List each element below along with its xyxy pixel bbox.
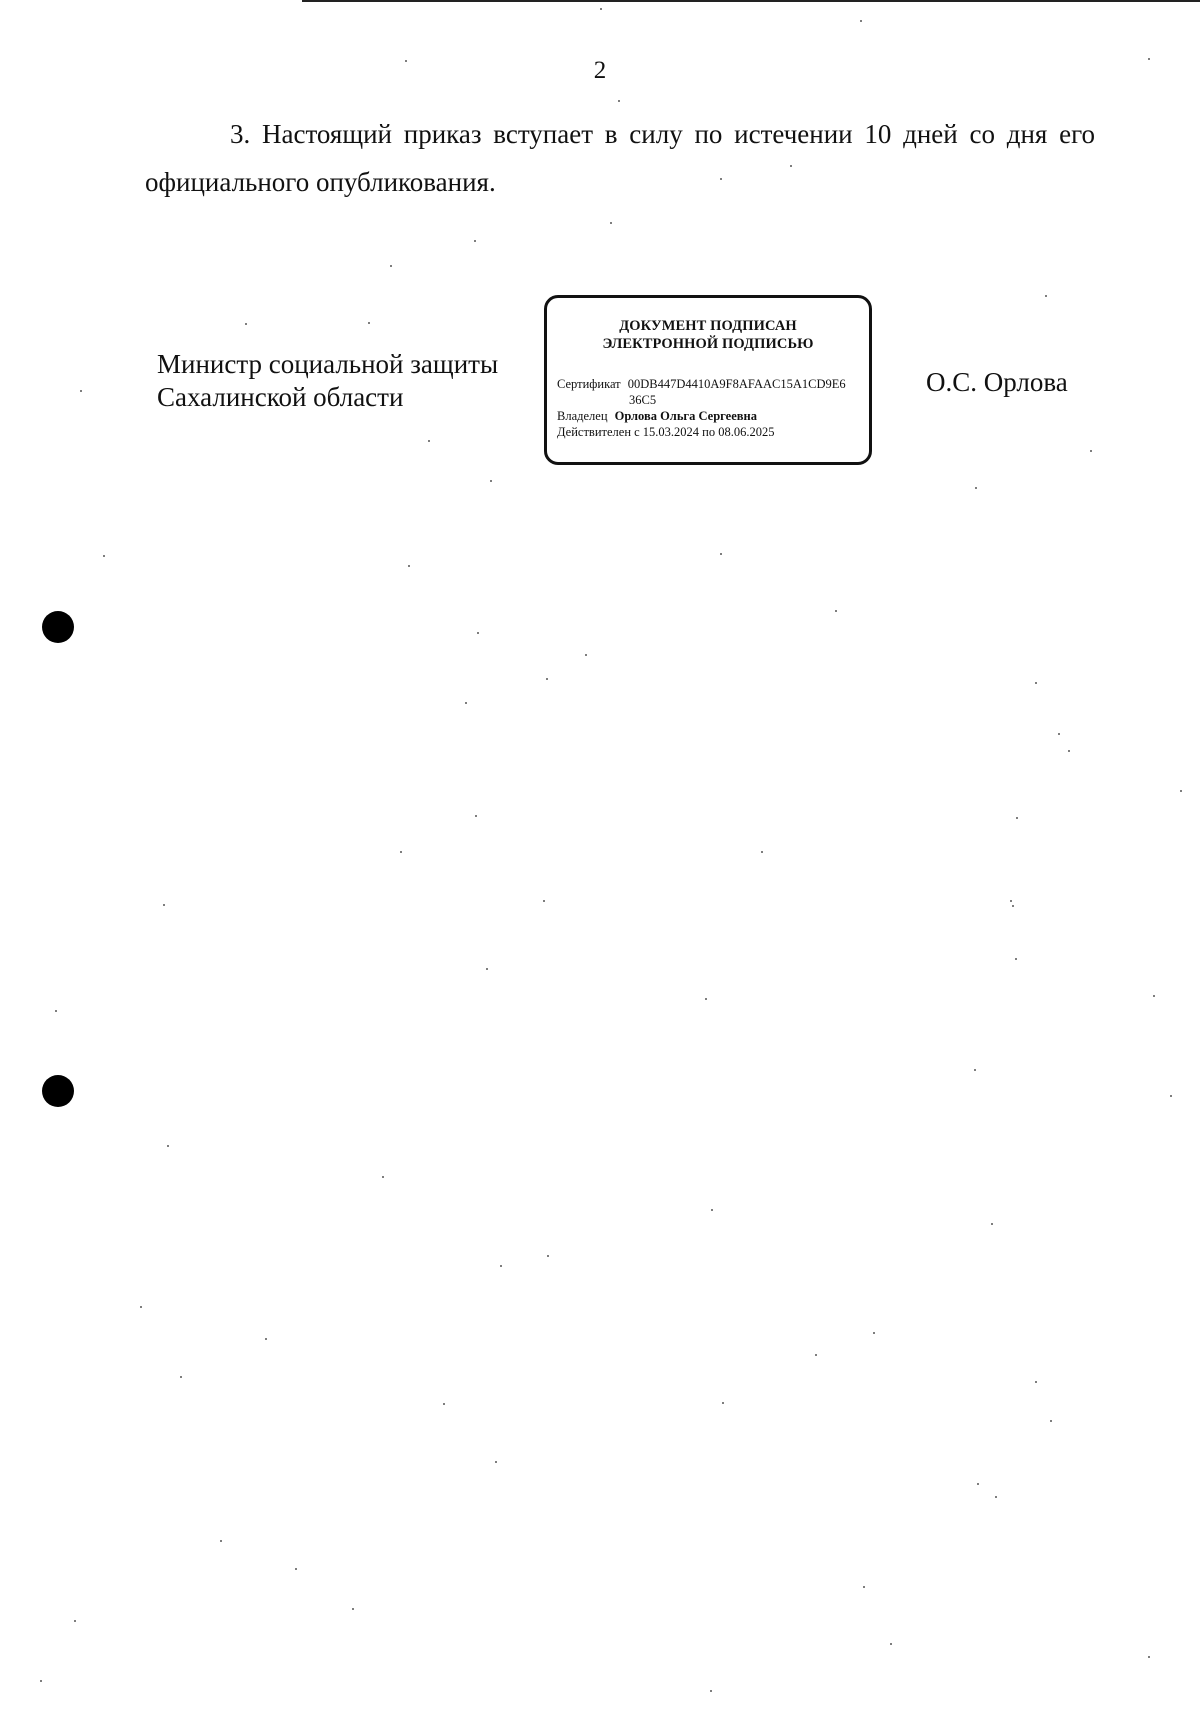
order-paragraph: 3. Настоящий приказ вступает в силу по истечении 10 дней со дня его официального опубликования. [145,119,1095,197]
scan-speck [546,678,548,680]
scan-speck [705,998,707,1000]
scan-speck [163,904,165,906]
owner-name: Орлова Ольга Сергеевна [614,409,757,423]
scan-speck [1068,750,1070,752]
owner-label: Владелец [557,409,608,423]
scan-speck [352,1608,354,1610]
scan-speck [815,1354,817,1356]
scan-speck [977,1483,979,1485]
scan-speck [1035,682,1037,684]
scan-speck [710,1690,712,1692]
certificate-row [557,376,863,392]
stamp-details [557,376,863,440]
scan-speck [995,1496,997,1498]
scan-speck [1010,900,1012,902]
scan-speck [1012,905,1014,907]
scan-speck [475,815,477,817]
scan-speck [474,240,476,242]
scan-speck [585,654,587,656]
scan-speck [761,851,763,853]
scan-speck [245,323,247,325]
scan-speck [140,1306,142,1308]
scan-speck [720,178,722,180]
scan-speck [1016,817,1018,819]
signer-position-line-1: Министр социальной защиты [157,349,499,379]
scan-speck [1148,58,1150,60]
scan-speck [873,1332,875,1334]
scan-speck [618,100,620,102]
scan-speck [495,1461,497,1463]
scan-speck [722,1402,724,1404]
owner-row [557,408,863,424]
scan-speck [390,265,392,267]
scan-speck [103,555,105,557]
certificate-number: 00DB447D4410A9F8AFAAC15A1CD9E6 [627,377,846,391]
scan-speck [975,487,977,489]
scan-speck [490,480,492,482]
scan-speck [1050,1420,1052,1422]
scan-speck [382,1176,384,1178]
scan-speck [974,1069,976,1071]
punch-hole [42,611,74,643]
scan-speck [1153,995,1155,997]
scan-speck [1015,958,1017,960]
scan-speck [486,968,488,970]
scan-speck [40,1680,42,1682]
scan-speck [180,1376,182,1378]
signer-position-line-2: Сахалинской области [157,382,404,412]
scan-speck [167,1145,169,1147]
scan-speck [991,1223,993,1225]
scan-speck [220,1540,222,1542]
scan-speck [860,20,862,22]
scan-speck [610,222,612,224]
scan-speck [720,553,722,555]
scan-speck [500,1265,502,1267]
electronic-signature-stamp [544,295,872,465]
scan-speck [405,60,407,62]
scan-speck [835,610,837,612]
top-border-line [302,0,1200,2]
scan-speck [408,565,410,567]
scan-speck [80,390,82,392]
signer-name: О.С. Орлова [926,367,1068,397]
scan-speck [543,900,545,902]
scan-speck [711,1209,713,1211]
stamp-title-line-2: ЭЛЕКТРОННОЙ ПОДПИСЬЮ [602,336,814,352]
scan-speck [1045,295,1047,297]
scan-speck [890,1643,892,1645]
scan-speck [400,851,402,853]
page-number: 2 [593,57,607,84]
certificate-label: Сертификат [557,377,621,391]
stamp-title-line-1: ДОКУМЕНТ ПОДПИСАН [619,318,797,334]
scan-speck [295,1568,297,1570]
scan-speck [1170,1095,1172,1097]
signer-position [157,348,498,414]
scan-speck [428,440,430,442]
scan-speck [443,1403,445,1405]
scan-speck [265,1338,267,1340]
certificate-number-continued: 36C5 [629,393,657,407]
stamp-title [547,317,869,353]
scan-speck [74,1620,76,1622]
scan-speck [1148,1656,1150,1658]
scan-speck [1090,450,1092,452]
scan-speck [790,165,792,167]
scan-speck [600,8,602,10]
scan-speck [477,632,479,634]
scan-speck [1035,1381,1037,1383]
scan-speck [55,1010,57,1012]
scan-speck [547,1255,549,1257]
scan-speck [465,702,467,704]
punch-hole [42,1075,74,1107]
scan-speck [1180,790,1182,792]
scan-speck [863,1586,865,1588]
validity-period: Действителен с 15.03.2024 по 08.06.2025 [557,425,775,439]
scan-speck [1058,733,1060,735]
scan-speck [368,322,370,324]
